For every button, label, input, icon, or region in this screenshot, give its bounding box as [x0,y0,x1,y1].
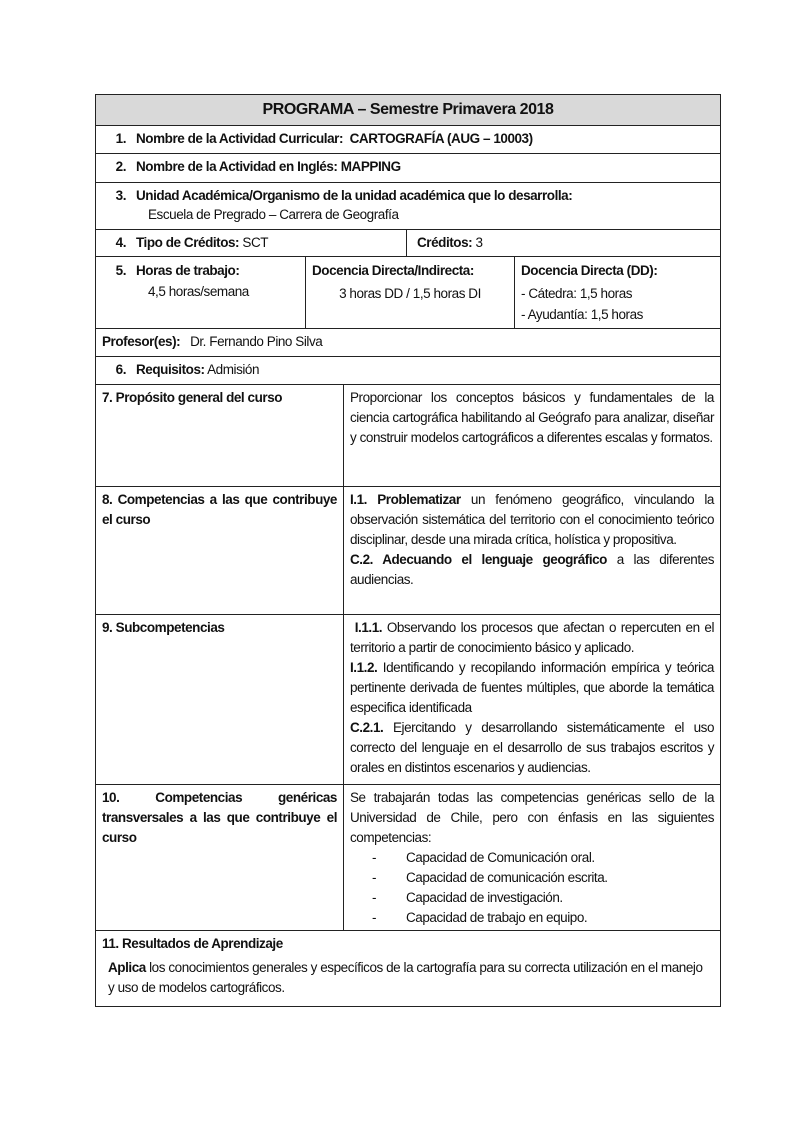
learning-outcomes-text: Aplica los conocimientos generales y específicos de la cartografía para su correcta utilización en el manejo y uso de modelos cartográficos. [108,960,703,995]
list-item: - Capacidad de investigación. [372,890,563,905]
list-item: - Capacidad de Comunicación oral. [372,850,595,865]
requirements-value: Admisión [207,362,260,377]
academic-unit-label: Unidad Académica/Organismo de la unidad académica que lo desarrolla: [136,188,573,203]
dd-label: Docencia Directa (DD): [521,263,658,278]
generic-competencies-text: Se trabajarán todas las competencias genéricas sello de la Universidad de Chile, pero con énfasis en las siguientes competencias: - Capacidad de Comunicación oral. - Capacidad de comunicación escrita. - Capacidad de investigación. - Capacidad de trabajo en equipo. [343,785,720,930]
ddi-value: 3 horas DD / 1,5 horas DI [339,286,481,301]
dd-item: - Cátedra: 1,5 horas [521,286,633,301]
english-name-label: Nombre de la Actividad en Inglés: [136,159,338,174]
curricular-activity-value: CARTOGRAFÍA (AUG – 10003) [349,131,533,146]
work-hours-value: 4,5 horas/semana [148,284,249,299]
generic-competencies-label: 10. Competencias genéricas transversales a las que contribuye el curso [102,790,337,845]
dd-item: - Ayudantía: 1,5 horas [521,307,643,322]
row-number: 1. [115,131,126,146]
requirements-label: Requisitos: [136,362,205,377]
credits-value: 3 [475,235,483,250]
subcompetencies-label: 9. Subcompetencias [102,620,225,635]
row-number: 2. [115,159,126,174]
row-number: 4. [115,235,126,250]
competencies-label: 8. Competencias a las que contribuye el curso [102,492,337,527]
row-number: 6. [115,362,126,377]
competencies-text: I.1. Problematizar un fenómeno geográfico, vinculando la observación sistemática del territorio con el conocimiento teórico disciplinar, desde una mirada crítica, holística y propositiva. C.2. Adecuando el lenguaje geográfico a las diferentes audiencias. [343,487,720,614]
program-table [95,94,721,1007]
professor-value: Dr. Fernando Pino Silva [190,334,323,349]
table-title: PROGRAMA – Semestre Primavera 2018 [96,95,720,125]
row-number: 3. [115,188,126,203]
subcompetencies-text: I.1.1. Observando los procesos que afectan o repercuten en el territorio a partir de conocimiento básico y aplicado. I.1.2. Identificando y recopilando información empírica y teórica pertinente derivada de fuentes múltiples, que aborde la temática especifica identificada C.2.1. Ejercitando y desarrollando sistemáticamente el uso correcto del lenguaje en el desarrollo de sus trabajos escritos y orales en distintos escenarios y audiencias. [343,615,720,784]
list-item: - Capacidad de comunicación escrita. [372,870,608,885]
curricular-activity-label: Nombre de la Actividad Curricular: [136,131,344,146]
credit-type-value: SCT [242,235,269,250]
learning-outcomes-label: 11. Resultados de Aprendizaje [102,936,283,951]
professor-label: Profesor(es): [102,334,181,349]
purpose-label: 7. Propósito general del curso [102,390,283,405]
purpose-text: Proporcionar los conceptos básicos y fundamentales de la ciencia cartográfica habilitando al Geógrafo para analizar, diseñar y construir modelos cartográficos a diferentes escalas y formatos. [343,385,720,486]
english-name-value: MAPPING [340,159,401,174]
credit-type-label: Tipo de Créditos: [136,235,240,250]
credits-label: Créditos: [417,235,473,250]
academic-unit-value: Escuela de Pregrado – Carrera de Geografía [148,207,399,222]
work-hours-label: Horas de trabajo: [136,263,240,278]
row-number: 5. [115,263,126,278]
ddi-label: Docencia Directa/Indirecta: [312,263,474,278]
list-item: - Capacidad de trabajo en equipo. [372,910,588,925]
